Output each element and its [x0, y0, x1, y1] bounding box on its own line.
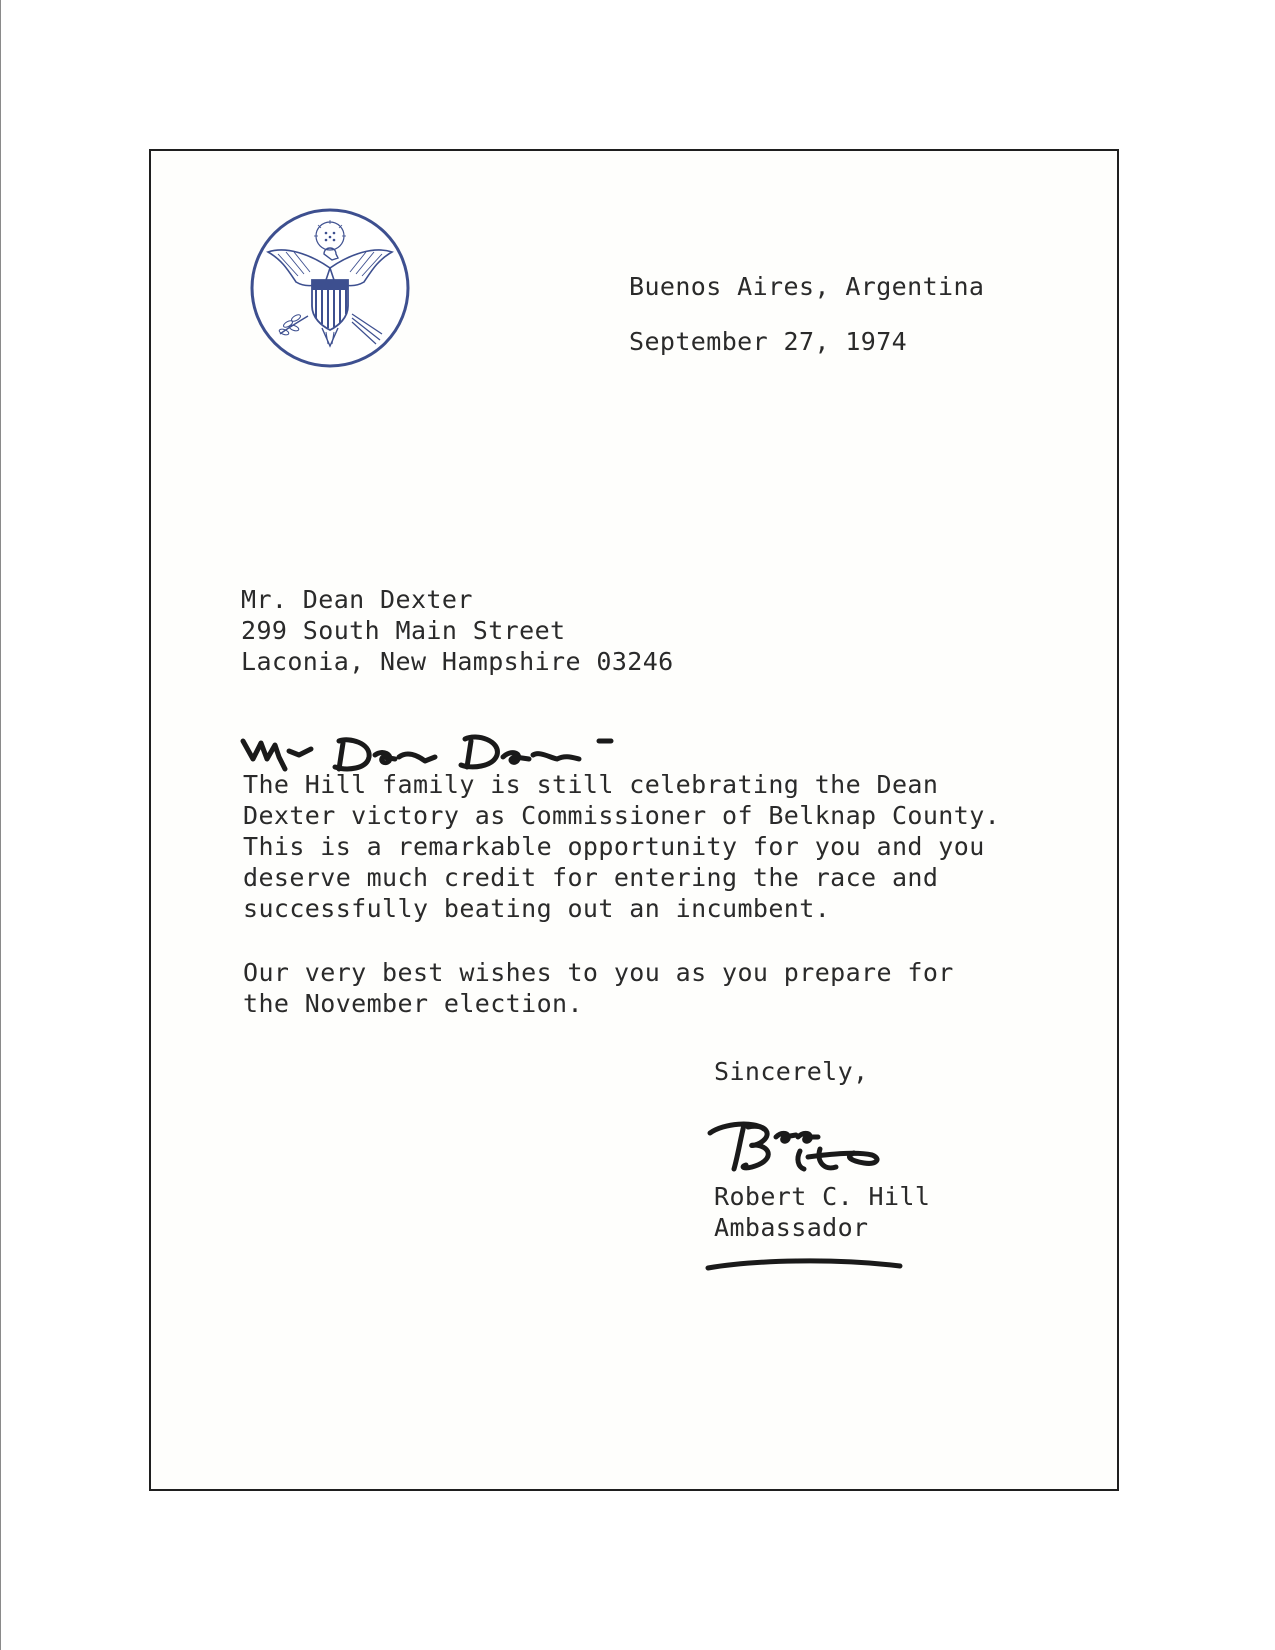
letter-date: September 27, 1974 — [629, 327, 908, 356]
signer-name: Robert C. Hill — [714, 1182, 931, 1211]
handwritten-signature — [704, 1111, 894, 1186]
letter-location: Buenos Aires, Argentina — [629, 272, 985, 301]
body-line: successfully beating out an incumbent. — [243, 894, 831, 923]
body-line: the November election. — [243, 989, 583, 1018]
body-line: Our very best wishes to you as you prepare for — [243, 958, 954, 987]
letter-closing: Sincerely, — [714, 1057, 869, 1086]
great-seal-icon — [248, 206, 412, 370]
body-line: This is a remarkable opportunity for you and you — [243, 832, 985, 861]
body-line: Dexter victory as Commissioner of Belknap County. — [243, 801, 1001, 830]
letter-frame — [149, 149, 1119, 1491]
recipient-name: Mr. Dean Dexter — [241, 585, 473, 614]
body-line: deserve much credit for entering the race and — [243, 863, 939, 892]
recipient-city: Laconia, New Hampshire 03246 — [241, 647, 674, 676]
page-edge-rule — [0, 0, 1, 1650]
body-line: The Hill family is still celebrating the Dean — [243, 770, 939, 799]
recipient-street: 299 South Main Street — [241, 616, 566, 645]
handwritten-underline — [704, 1256, 904, 1276]
signer-title: Ambassador — [714, 1213, 869, 1242]
